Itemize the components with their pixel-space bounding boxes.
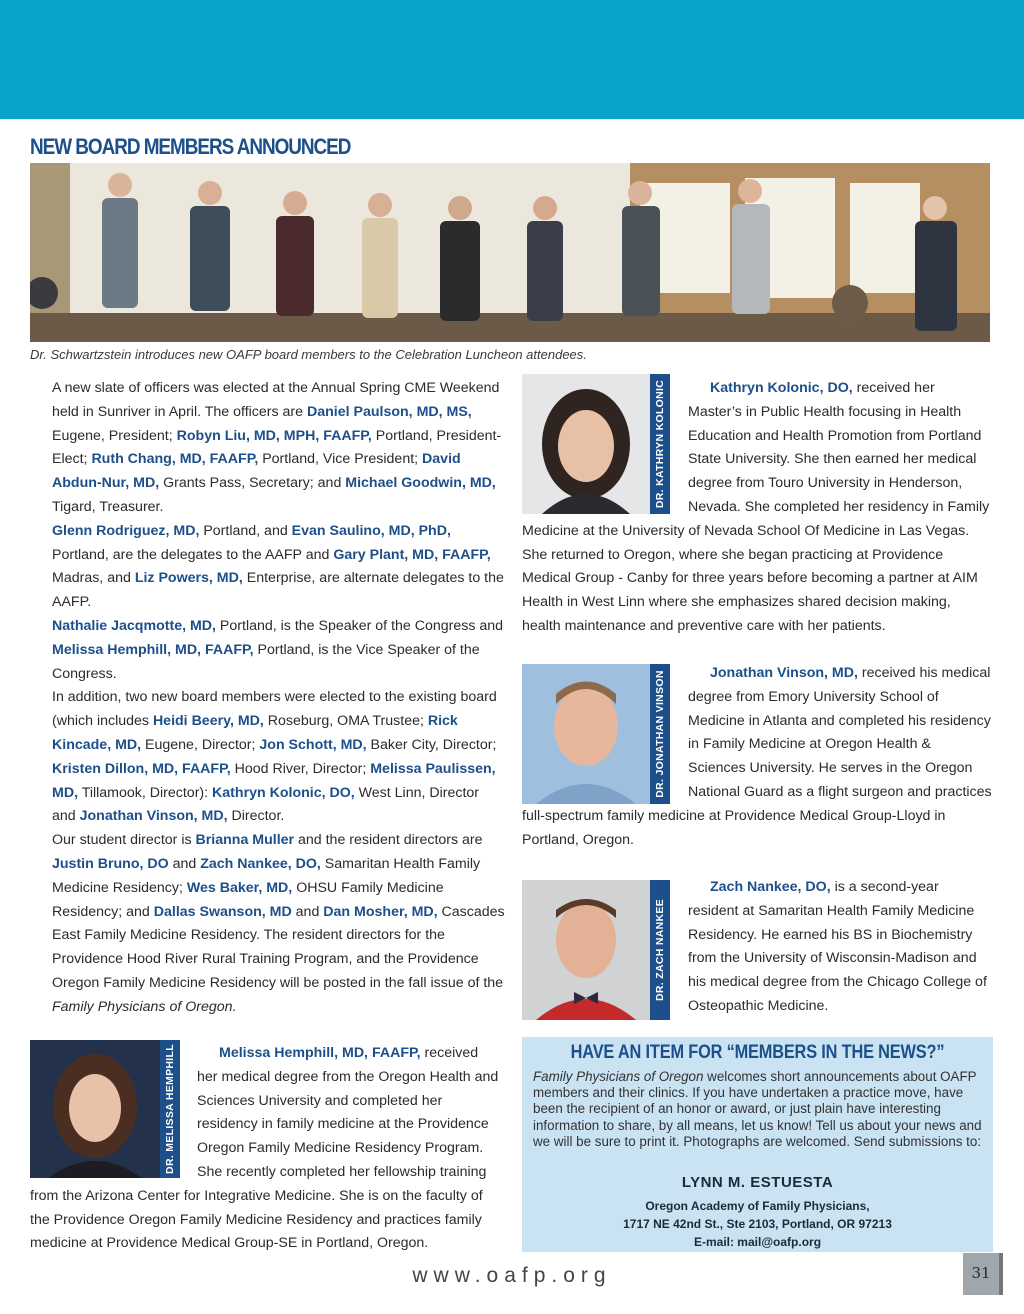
page-number: 31 <box>963 1253 1003 1295</box>
contact-email[interactable]: E-mail: mail@oafp.org <box>693 1235 822 1249</box>
bio-nankee <box>522 876 992 1019</box>
article-paragraph: In addition, two new board members were elected to the existing board (which includes Heidi Beery, MD, Roseburg, OMA Trustee; Rick Kincade, MD, Eugene, Director; Jon Schott, MD, Baker City, Director; Kristen Dillon, MD, FAAFP, Hood River, Director; Melissa Paulissen, MD, Tillamook, Director): Kathryn Kolonic, DO, West Linn, Director and Jonathan Vinson, MD, Director. <box>52 689 497 825</box>
bio-text: received her medical degree from the Oregon Health and Sciences University and completed her residency in family medicine at the Providence Oregon Family Medicine Residency Program. She recently completed her fellowship training from the Arizona Center for Integrative Medicine. She is on the faculty of the Providence Oregon Family Medicine Residency and practices family medicine at Providence Medical Group-SE in Portland, Oregon. <box>30 1045 499 1252</box>
bio-name: Jonathan Vinson, MD, <box>710 665 858 681</box>
group-photo <box>30 163 990 342</box>
bio-name: Kathryn Kolonic, DO, <box>710 380 853 396</box>
news-box-body: Family Physicians of Oregon welcomes short announcements about OAFP members and their clinics. If you have undertaken a practice move, have been the recipient of an honor or award, or just plain have interesting information to share, by all means, let us know! Tell us about your news and we will be sure to print it. Photographs are welcomed. Send submissions to: <box>533 1069 982 1149</box>
contact-name: LYNN M. ESTUESTA <box>681 1174 834 1191</box>
bio-hemphill <box>30 1042 500 1256</box>
contact-address <box>522 1197 993 1251</box>
article-paragraph: Glenn Rodriguez, MD, Portland, and Evan Saulino, MD, PhD, Portland, are the delegates to the AAFP and Gary Plant, MD, FAAFP, Madras, and Liz Powers, MD, Enterprise, are alternate delegates to the AAFP. <box>52 522 504 611</box>
article-paragraph: A new slate of officers was elected at the Annual Spring CME Weekend held in Sunriver in April. The officers are Daniel Paulson, MD, MS, Eugene, President; Robyn Liu, MD, MPH, FAAFP, Portland, President-Elect; Ruth Chang, MD, FAAFP, Portland, Vice President; David Abdun-Nur, MD, Grants Pass, Secretary; and Michael Goodwin, MD, Tigard, Treasurer. <box>52 380 502 515</box>
bio-name: Melissa Hemphill, MD, FAAFP, <box>219 1045 421 1061</box>
footer-url[interactable]: www.oafp.org <box>412 1264 612 1287</box>
page-title: NEW BOARD MEMBERS ANNOUNCED <box>30 134 351 159</box>
article-paragraph: Nathalie Jacqmotte, MD, Portland, is the Speaker of the Congress and Melissa Hemphill, MD, FAAFP, Portland, is the Vice Speaker of the Congress. <box>52 617 504 682</box>
members-in-news-box <box>522 1037 993 1252</box>
bio-text: received her Master’s in Public Health focusing in Health Education and Health Promotion from Portland State University. She then earned her medical degree from Touro University in Henderson, Nevada. She completed her residency in Family Medicine at the University of Nevada School Of Medicine in Las Vegas. She returned to Oregon, where she began practicing at Providence Medical Group - Canby for three years before becoming a partner at AIM Health in West Linn where she emphasizes shared decision making, health maintenance and preventive care with her patients. <box>522 380 990 634</box>
news-box-title: HAVE AN ITEM FOR “MEMBERS IN THE NEWS?” <box>570 1042 945 1063</box>
header-band <box>0 0 1024 119</box>
contact-org: Oregon Academy of Family Physicians, <box>645 1199 870 1213</box>
portrait-label: DR. JONATHAN VINSON <box>654 670 666 798</box>
portrait-label: DR. ZACH NANKEE <box>654 899 666 1001</box>
bio-name: Zach Nankee, DO, <box>710 879 831 895</box>
bio-vinson <box>522 662 992 852</box>
article-body <box>30 377 506 1020</box>
bio-text: received his medical degree from Emory University School of Medicine in Atlanta and completed his residency in Family Medicine at Oregon Health & Sciences University. He serves in the Oregon National Guard as a flight surgeon and practices full-spectrum family medicine at Providence Medical Group-Lloyd in Portland, Oregon. <box>522 665 992 848</box>
bio-kolonic <box>522 377 992 639</box>
photo-caption: Dr. Schwartzstein introduces new OAFP board members to the Celebration Luncheon attendees. <box>30 347 587 362</box>
article-paragraph: Our student director is Brianna Muller and the resident directors are Justin Bruno, DO and Zach Nankee, DO, Samaritan Health Family Medicine Residency; Wes Baker, MD, OHSU Family Medicine Residency; and Dallas Swanson, MD and Dan Mosher, MD, Cascades East Family Medicine Residency. The resident directors for the Providence Hood River Rural Training Program, and the Providence Oregon Family Medicine Residency will be posted in the fall issue of the Family Physicians of Oregon. <box>52 832 505 1015</box>
portrait-label: DR. KATHRYN KOLONIC <box>654 379 666 509</box>
contact-street: 1717 NE 42nd St., Ste 2103, Portland, OR 97213 <box>623 1217 892 1231</box>
portrait-label: DR. MELISSA HEMPHILL <box>164 1044 176 1174</box>
bio-text: is a second-year resident at Samaritan Health Family Medicine Residency. He earned his BS in Biochemistry from the University of Wisconsin-Madison and his medical degree from the Chicago College of Osteopathic Medicine. <box>688 879 987 1014</box>
